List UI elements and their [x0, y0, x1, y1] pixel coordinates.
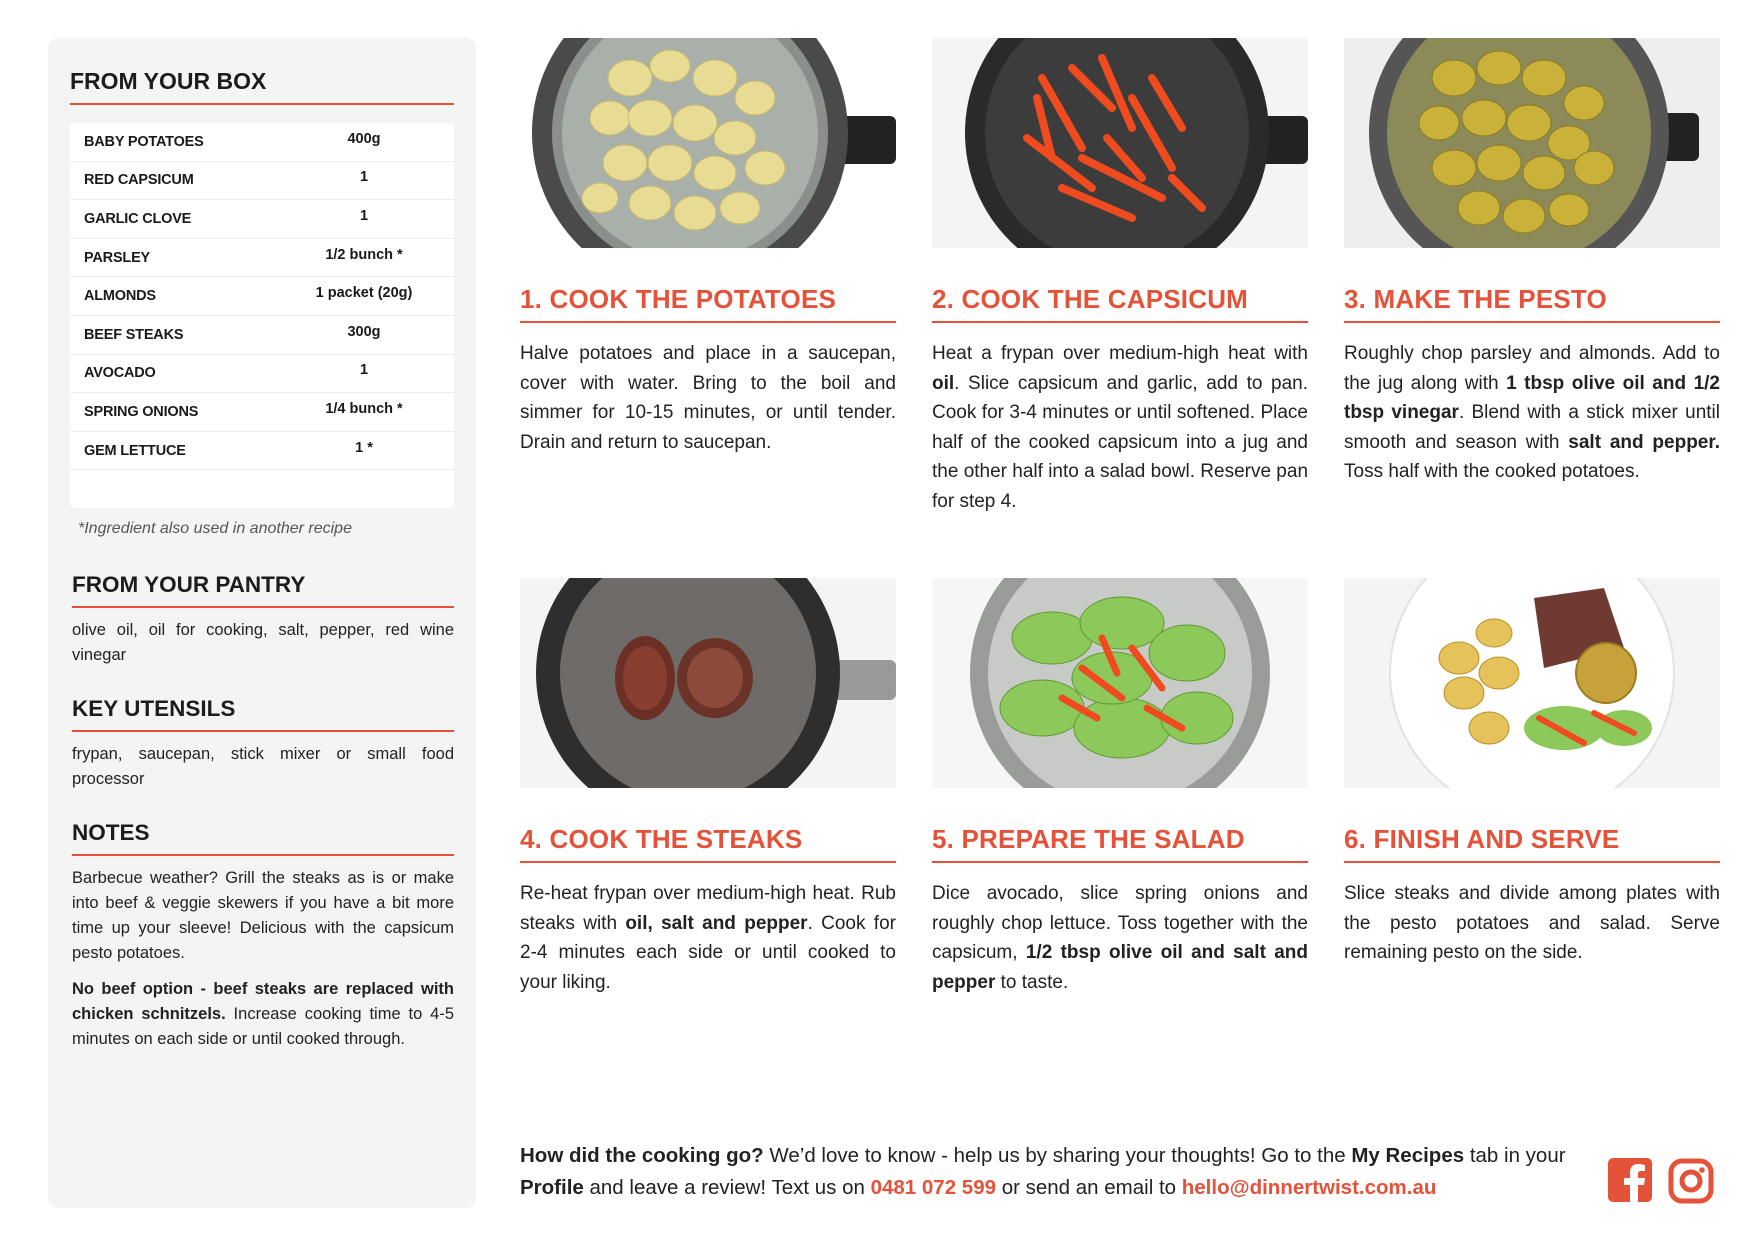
ingredient-row: [70, 355, 454, 394]
step-1-photo-potatoes: [520, 38, 896, 248]
ingredient-row: [70, 239, 454, 278]
ingredient-row: [70, 200, 454, 239]
step-6-title: 6. FINISH AND SERVE: [1344, 824, 1720, 863]
ingredient-row: [70, 316, 454, 355]
notes-no-beef-text: Increase cooking time to 4-5 minutes on each side or until cooked through.: [72, 1005, 454, 1049]
step-text: . Slice capsicum and garlic, add to pan. Cook for 3-4 minutes or until softened. Place half of the cooked capsicum into a jug and the other half into a salad bowl. Reserve pan for step 4.: [932, 372, 1309, 512]
ingredient-quantity: 300g: [347, 323, 381, 340]
facebook-icon[interactable]: [1608, 1158, 1652, 1202]
step-text: . Cook for 2-4 minutes each side or until cooked to your liking.: [520, 912, 896, 993]
footer-question: How did the cooking go?: [520, 1144, 764, 1167]
ingredient-quantity: 400g: [347, 130, 381, 147]
ingredient-name: BABY POTATOES: [84, 133, 204, 150]
ingredient-row: [70, 393, 454, 432]
ingredients-table: [70, 123, 454, 508]
step-2-photo-capsicum: [932, 38, 1308, 248]
step-4-photo-steaks: [520, 578, 896, 788]
ingredient-row: [70, 432, 454, 471]
step-text: Roughly chop parsley and almonds. Add to the jug along with: [1344, 343, 1720, 394]
footer-text-4: or send an email to: [996, 1176, 1182, 1199]
ingredient-name: RED CAPSICUM: [84, 172, 194, 189]
step-text: Slice steaks and divide among plates with the pesto potatoes and salad. Serve remaining pesto on the side.: [1344, 883, 1720, 963]
ingredient-name: AVOCADO: [84, 365, 156, 382]
footer-text-1: We’d love to know - help us by sharing your thoughts! Go to the: [763, 1144, 1352, 1167]
ingredient-row: [70, 162, 454, 201]
instagram-icon[interactable]: [1668, 1158, 1714, 1204]
step-text: . Blend with a stick mixer until smooth and season with: [1344, 402, 1720, 453]
ingredient-quantity: 1/4 bunch *: [325, 400, 403, 417]
notes-heading: NOTES: [72, 820, 454, 856]
step-3-text: [1344, 339, 1720, 487]
notes-no-beef-paragraph: [72, 977, 454, 1052]
step-5: [932, 578, 1308, 997]
footer-email-link[interactable]: hello@dinnertwist.com.au: [1181, 1176, 1437, 1199]
ingredient-quantity: 1: [359, 362, 369, 379]
step-6-text: [1344, 879, 1720, 968]
step-1-text: [520, 339, 896, 457]
feedback-footer: [520, 1140, 1580, 1204]
step-text-bold: oil, salt and pepper: [625, 912, 808, 934]
footer-my-recipes: My Recipes: [1351, 1144, 1465, 1167]
step-text: Heat a frypan over medium-high heat with: [932, 343, 1308, 364]
ingredient-name: ALMONDS: [84, 288, 156, 305]
footer-phone-link[interactable]: 0481 072 599: [870, 1176, 996, 1199]
footer-text-2: tab in your: [1464, 1144, 1566, 1167]
utensils-text: frypan, saucepan, stick mixer or small food processor: [72, 745, 454, 789]
notes-paragraph: Barbecue weather? Grill the steaks as is or make into beef & veggie skewers if you have a bit more time up your sleeve! Delicious with the capsicum pesto potatoes.: [72, 869, 454, 963]
utensils-section: [70, 696, 454, 792]
sidebar: [48, 38, 476, 1208]
step-5-photo-salad: [932, 578, 1308, 788]
step-text: Dice avocado, slice spring onions and roughly chop lettuce. Toss together with the capsicum,: [932, 883, 1308, 963]
ingredient-name: PARSLEY: [84, 249, 151, 266]
step-text-bold: oil: [932, 372, 955, 394]
step-text: Re-heat frypan over medium-high heat. Rub steaks with: [520, 883, 896, 934]
notes-section: [70, 820, 454, 1052]
step-1-title: 1. COOK THE POTATOES: [520, 284, 896, 323]
step-text: Halve potatoes and place in a saucepan, cover with water. Bring to the boil and simmer for 10-15 minutes, or until tender. Drain and return to saucepan.: [520, 343, 896, 453]
step-5-title: 5. PREPARE THE SALAD: [932, 824, 1308, 863]
from-your-box-heading: FROM YOUR BOX: [70, 68, 454, 105]
ingredient-quantity: 1 packet (20g): [315, 285, 413, 302]
footer-text-3: and leave a review! Text us on: [583, 1176, 871, 1199]
social-links: [1608, 1158, 1714, 1204]
step-4-text: [520, 879, 896, 997]
ingredient-quantity: 1/2 bunch *: [325, 246, 403, 263]
step-2: [932, 38, 1308, 516]
ingredient-footnote: *Ingredient also used in another recipe: [78, 520, 352, 538]
step-1: [520, 38, 896, 457]
step-text: Toss half with the cooked potatoes.: [1344, 461, 1640, 482]
step-5-text: [932, 879, 1308, 997]
step-3-photo-pesto: [1344, 38, 1720, 248]
step-text: to taste.: [995, 971, 1069, 993]
step-4-title: 4. COOK THE STEAKS: [520, 824, 896, 863]
ingredient-row: [70, 277, 454, 316]
step-2-text: [932, 339, 1308, 516]
ingredient-name: SPRING ONIONS: [84, 403, 199, 420]
ingredient-quantity: 1: [359, 169, 369, 186]
step-6-photo-plate: [1344, 578, 1720, 788]
step-3: [1344, 38, 1720, 487]
pantry-text: olive oil, oil for cooking, salt, pepper, red wine vinegar: [72, 621, 454, 665]
ingredient-name: GEM LETTUCE: [84, 442, 186, 459]
ingredient-name: BEEF STEAKS: [84, 326, 184, 343]
step-3-title: 3. MAKE THE PESTO: [1344, 284, 1720, 323]
ingredient-name: GARLIC CLOVE: [84, 210, 192, 227]
step-text-bold: salt and pepper.: [1568, 431, 1721, 453]
step-6: [1344, 578, 1720, 968]
footer-profile: Profile: [520, 1176, 584, 1199]
step-text-bold: 1/2 tbsp olive oil and salt and pepper: [932, 942, 1308, 993]
pantry-section: [70, 572, 454, 668]
pantry-heading: FROM YOUR PANTRY: [72, 572, 454, 608]
step-text-bold: 1 tbsp olive oil and 1/2 tbsp vinegar: [1344, 372, 1720, 423]
step-4: [520, 578, 896, 997]
ingredient-row: [70, 123, 454, 162]
step-2-title: 2. COOK THE CAPSICUM: [932, 284, 1308, 323]
utensils-heading: KEY UTENSILS: [72, 696, 454, 732]
ingredient-quantity: 1: [359, 207, 369, 224]
notes-no-beef-bold: No beef option - beef steaks are replaced with chicken schnitzels.: [72, 980, 454, 1024]
ingredient-quantity: 1 *: [355, 439, 373, 456]
